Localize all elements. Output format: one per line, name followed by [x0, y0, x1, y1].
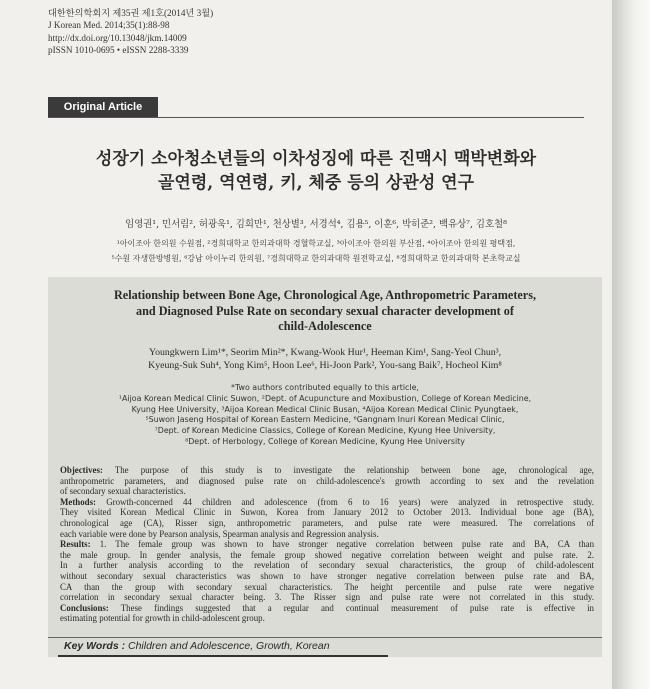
korean-authors: 임영권¹, 민서림², 허광욱¹, 김희만¹, 천상별³, 서경석⁴, 김용⁵, 이훈⁶, 박히준², 백유상⁷, 김호철⁸ — [125, 219, 507, 230]
equal-contribution-note: *Two authors contributed equally to this article, — [231, 383, 419, 392]
methods-label: Methods: — [60, 496, 96, 507]
objectives-line: anthropometric parameters, and diagnosed pulse rate on child-adolescence's growth according to sex and the revelation — [60, 475, 594, 486]
korean-affiliation-line: ⁵수원 자생한방병원, ⁶강남 아이누리 한의원, ⁷경희대학교 한의과대학 원전학교실, ⁸경희대학교 한의과대학 본초학교실 — [111, 254, 521, 263]
results-text: 1. The female group was shown to have stronger negative correlation between pulse rate and BA, CA than — [99, 539, 594, 550]
methods-text: Growth-concerned 44 children and adolescence (from 6 to 16 years) were analyzed in retrospective study. — [106, 496, 594, 507]
results-line — [60, 539, 594, 550]
results-line: CA than the group with secondary sexual characteristics. The height percentile and pulse rate were negative — [60, 581, 594, 592]
objectives-line — [60, 465, 594, 476]
objectives-line: of secondary sexual characteristics. — [60, 486, 186, 497]
objectives-label: Objectives: — [60, 465, 103, 475]
korean-affiliation-line: ¹아이조아 한의원 수원점, ²경희대학교 한의과대학 경혈학교실, ³아이조아 한의원 부산점, ⁴아이조아 한의원 평택점, — [116, 239, 516, 248]
english-affiliation-line: ⁸Dept. of Herbology, College of Korean Medicine, Kyung Hee University — [185, 436, 465, 446]
page-gutter-shadow — [612, 0, 650, 689]
korean-title — [40, 147, 592, 195]
english-affiliations — [56, 383, 594, 448]
article-type-label: Original Article — [48, 97, 158, 118]
english-title-line: Relationship between Bone Age, Chronological Age, Anthropometric Parameters, — [113, 288, 536, 302]
keywords-label: Key Words : — [64, 640, 126, 652]
keywords-underline — [58, 655, 388, 657]
methods-line: They visited Korean Medical Clinic in Suwon, Korea from January 2012 to October 2013. Individual bone age (BA), — [60, 507, 594, 518]
issn-line: pISSN 1010-0695 • eISSN 2288-3339 — [48, 45, 189, 56]
doi-link[interactable]: http://dx.doi.org/10.13048/jkm.14009 — [48, 32, 187, 43]
korean-affiliations — [40, 236, 592, 266]
english-affiliation-line: Kyung Hee University, ³Aijoa Korean Medical Clinic Busan, ⁴Aijoa Korean Medical Clinic Pyungtaek, — [131, 404, 519, 414]
korean-title-line: 성장기 소아청소년들의 이차성징에 따른 진맥시 맥박변화와 — [95, 149, 537, 169]
results-label: Results: — [60, 539, 91, 550]
english-affiliation-line: ⁵Suwon Jaseng Hospital of Korean Eastern Medicine, ⁶Gangnam Inuri Korean Medical Clinic, — [145, 415, 505, 425]
methods-line: each variable were done by Pearson analysis, Spearman analysis and Regression analysis. — [60, 528, 379, 539]
english-title — [56, 288, 594, 335]
objectives-text: The purpose of this study is to investigate the relationship between bone age, chronological age, — [114, 465, 594, 475]
methods-line: chronological age (CA), Risser sign, anthropometric parameters, and pulse rate were measured. The correlations of — [60, 517, 594, 528]
korean-title-line: 골연령, 역연령, 키, 체중 등의 상관성 연구 — [157, 173, 475, 193]
journal-issue-korean: 대한한의학회지 제35권 제1호(2014년 3월) — [48, 8, 214, 18]
english-title-line: and Diagnosed Pulse Rate on secondary sexual character development of — [136, 303, 514, 318]
english-author-line: Youngkwern Lim¹*, Seorim Min²*, Kwang-Wook Hur¹, Heeman Kim¹, Sang-Yeol Chun³, — [148, 347, 502, 358]
conclusions-line — [60, 603, 594, 614]
english-affiliation-line: ¹Aijoa Korean Medical Clinic Suwon, ²Dept. of Acupuncture and Moxibustion, College of Korean Medicine, — [118, 393, 532, 403]
journal-citation: J Korean Med. 2014;35(1):88-98 — [48, 20, 170, 31]
journal-header — [48, 7, 213, 57]
methods-line — [60, 497, 594, 508]
keywords — [64, 640, 330, 653]
english-author-line: Kyeung-Suk Suh⁴, Yong Kim⁵, Hoon Lee⁶, Hi-Joon Park², You-sang Baik⁷, Hocheol Kim⁸ — [148, 359, 502, 371]
keywords-rule — [48, 637, 602, 638]
conclusions-label: Conclusions: — [60, 602, 109, 613]
english-title-line: child-Adolescence — [278, 319, 372, 333]
results-line: without secondary sexual characteristics was shown to have stronger negative correlation between pulse rate and BA, — [60, 570, 594, 581]
abstract-body — [60, 465, 594, 624]
conclusions-text: These findings suggested that a regular and continual measurement of pulse rate is effective in — [120, 602, 594, 613]
english-authors — [56, 347, 594, 372]
results-line: the male group. In gender analysis, the female group showed negative correlation between weight and pulse rate. 2. — [60, 549, 594, 560]
results-line: correlation in secondary sexual character being. 3. The Risser sign and pulse rate were not correlated in this study. — [60, 592, 594, 603]
english-affiliation-line: ⁷Dept. of Korean Medicine Classics, College of Korean Medicine, Kyung Hee University, — [154, 426, 496, 436]
conclusions-line: estimating potential for growth in child-adolescent group. — [60, 613, 265, 624]
header-rule — [48, 117, 584, 118]
keywords-text: Children and Adolescence, Growth, Korean — [128, 640, 330, 652]
results-line: In a further analysis according to the revelation of secondary sexual characteristics, the group of child-adolescent — [60, 560, 594, 571]
